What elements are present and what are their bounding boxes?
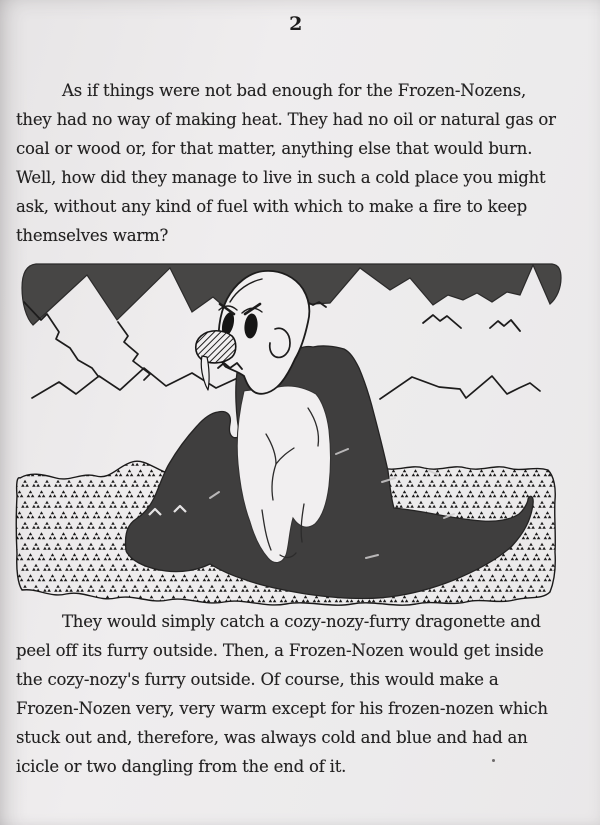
story-paragraph-2: They would simply catch a cozy-nozy-furry dragonette and peel off its furry outside. Then, a Frozen-Nozen would get inside the cozy-nozy's furry outside. Of course, this would make a Frozen-Nozen very, very warm except for his frozen-nozen which stuck out and, therefore, was always cold and blue and had an icicle or two dangling from the end of it. — [16, 612, 548, 776]
nose-icicle — [201, 356, 209, 390]
page-number: 2 — [289, 13, 303, 35]
story-illustration — [14, 258, 586, 606]
bird-marks — [300, 302, 520, 331]
ink-speck — [492, 759, 495, 762]
story-paragraph-1: As if things were not bad enough for the Frozen-Nozens, they had no way of making heat. They had no oil or natural gas or coal or wood or, for that matter, anything else that would burn. Well, how did they manage to live in such a cold place you might ask, without any kind of fuel with which to make a fire to keep themselves warm? — [16, 81, 556, 245]
